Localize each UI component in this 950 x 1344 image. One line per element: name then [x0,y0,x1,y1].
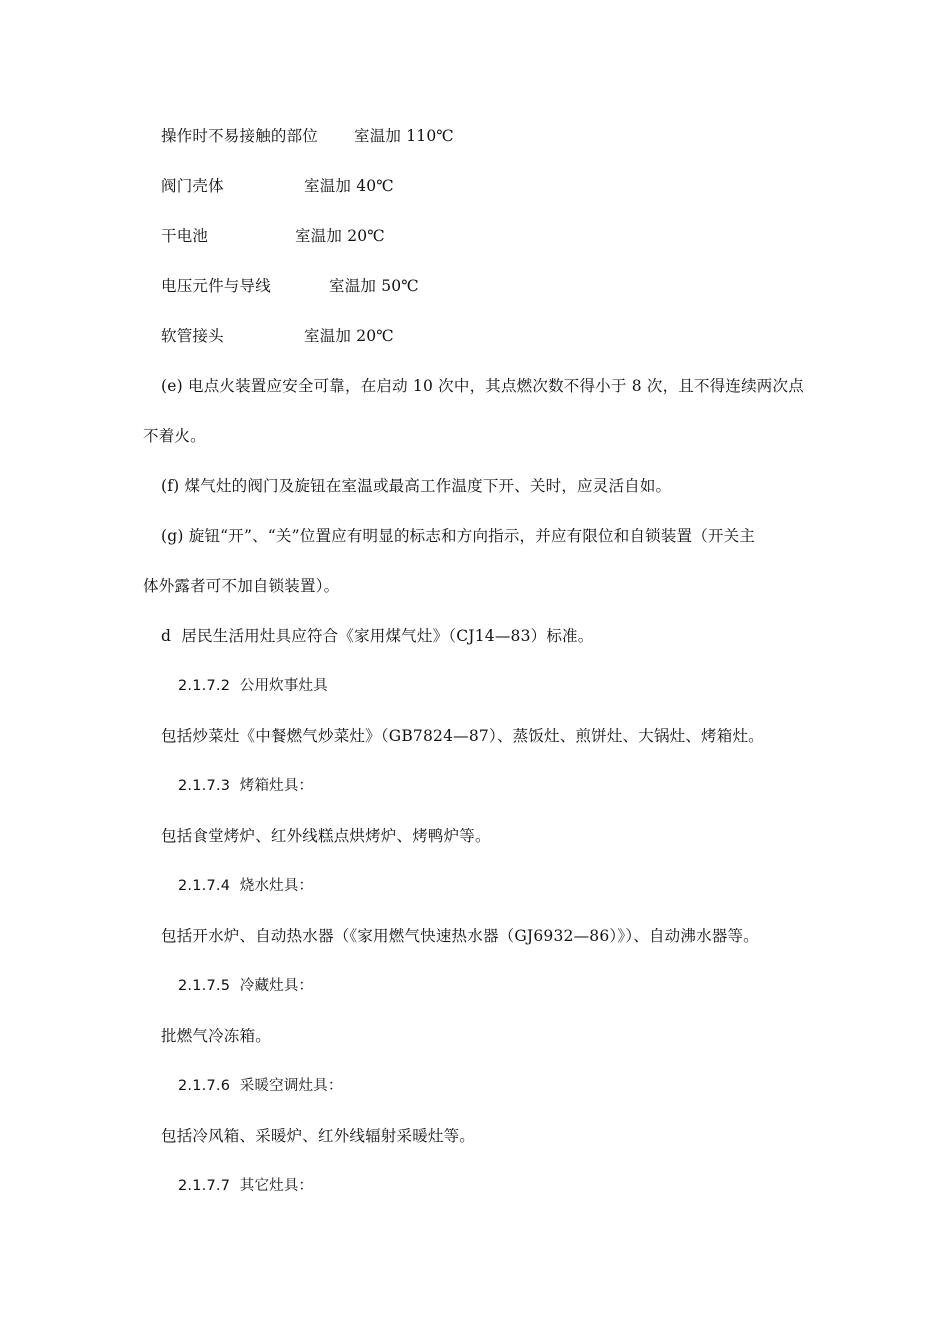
paragraph-e-line1: (e) 电点火装置应安全可靠，在启动 10 次中，其点燃次数不得小于 8 次，且不得连续两次点 [161,377,804,395]
section-heading: 2.1.7.6 采暖空调灶具： [178,1078,343,1094]
temp-row-limit: 室温加 50℃ [329,277,419,295]
temp-row-part: 软管接头 [161,327,224,345]
section-body: 包括开水炉、自动热水器（《家用燃气快速热水器（GJ6932—86）》）、自动沸水器等。 [161,927,759,945]
section-heading: 2.1.7.2 公用炊事灶具 [178,678,328,694]
section-body: 包括炒菜灶《中餐燃气炒菜灶》（GB7824—87）、蒸饭灶、煎饼灶、大锅灶、烤箱灶。 [161,727,764,745]
paragraph-f: (f) 煤气灶的阀门及旋钮在室温或最高工作温度下开、关时，应灵活自如。 [161,477,672,495]
section-body: 包括冷风箱、采暖炉、红外线辐射采暖灶等。 [161,1127,476,1145]
section-body: 批燃气冷冻箱。 [161,1027,271,1045]
paragraph-g-line2: 体外露者可不加自锁装置）。 [143,577,340,595]
temp-row-limit: 室温加 40℃ [304,177,394,195]
section-heading: 2.1.7.3 烤箱灶具： [178,778,314,794]
temp-row-part: 电压元件与导线 [161,277,271,295]
temp-row-limit: 室温加 20℃ [295,227,385,245]
paragraph-e-line2: 不着火。 [143,427,206,445]
paragraph-g-line1: (g) 旋钮“开”、“关”位置应有明显的标志和方向指示，并应有限位和自锁装置（开关主 [161,527,756,545]
section-heading: 2.1.7.5 冷藏灶具： [178,978,314,994]
temp-row-part: 干电池 [161,227,209,245]
temp-row-part: 操作时不易接触的部位 [161,127,319,145]
temp-row-limit: 室温加 110℃ [354,127,454,145]
paragraph-d: d 居民生活用灶具应符合《家用煤气灶》（CJ14—83）标准。 [161,627,594,645]
section-body: 包括食堂烤炉、红外线糕点烘烤炉、烤鸭炉等。 [161,827,491,845]
section-heading: 2.1.7.7 其它灶具： [178,1178,314,1194]
temp-row-limit: 室温加 20℃ [304,327,394,345]
section-heading: 2.1.7.4 烧水灶具： [178,878,314,894]
temp-row-part: 阀门壳体 [161,177,224,195]
